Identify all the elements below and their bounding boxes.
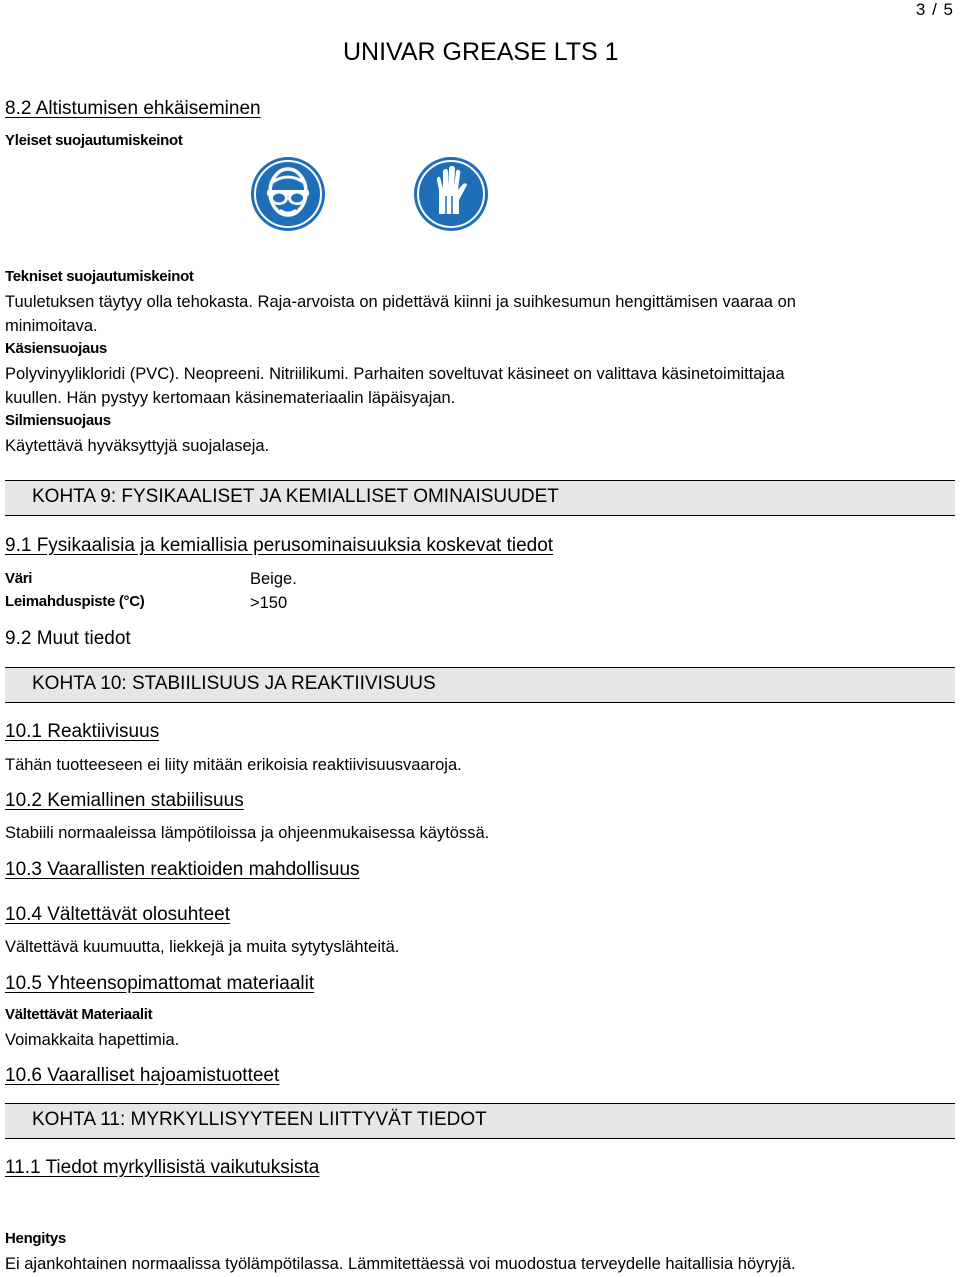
property-value-flash-point: >150 — [250, 594, 288, 612]
section-9-title: KOHTA 9: FYSIKAALISET JA KEMIALLISET OMINAISUUDET — [32, 486, 559, 507]
heading-9-1: 9.1 Fysikaalisia ja kemiallisia perusominaisuuksia koskevat tiedot — [5, 535, 554, 556]
section-11-title: KOHTA 11: MYRKYLLISYYTEEN LIITTYVÄT TIEDOT — [32, 1109, 487, 1130]
section-11-header — [5, 1103, 955, 1139]
heading-10-2: 10.2 Kemiallinen stabiilisuus — [5, 790, 244, 811]
heading-8-2: 8.2 Altistumisen ehkäiseminen — [5, 98, 261, 119]
technical-protection-label: Tekniset suojautumiskeinot — [5, 268, 194, 285]
section-10-header — [5, 667, 955, 703]
hand-protection-label: Käsiensuojaus — [5, 340, 107, 357]
heading-10-5: 10.5 Yhteensopimattomat materiaalit — [5, 973, 315, 994]
page-number: 3 / 5 — [915, 0, 954, 19]
property-label-color: Väri — [5, 570, 33, 587]
technical-text-line-1: Tuuletuksen täytyy olla tehokasta. Raja-arvoista on pidettävä kiinni ja suihkesumun hengittämisen vaaraa on — [5, 293, 796, 311]
heading-10-4: 10.4 Vältettävät olosuhteet — [5, 904, 230, 925]
face-shield-goggles-icon — [250, 156, 326, 232]
property-value-color: Beige. — [250, 570, 297, 588]
heading-10-1: 10.1 Reaktiivisuus — [5, 721, 160, 742]
heading-9-2: 9.2 Muut tiedot — [5, 628, 131, 649]
eye-text: Käytettävä hyväksyttyjä suojalaseja. — [5, 437, 270, 455]
protective-gloves-icon — [413, 156, 489, 232]
heading-10-6: 10.6 Vaaralliset hajoamistuotteet — [5, 1065, 280, 1086]
inhalation-label: Hengitys — [5, 1230, 66, 1247]
text-10-1: Tähän tuotteeseen ei liity mitään erikoisia reaktiivisuusvaaroja. — [5, 756, 462, 774]
materials-to-avoid-label: Vältettävät Materiaalit — [5, 1006, 153, 1023]
technical-text-line-2: minimoitava. — [5, 317, 98, 335]
text-10-4: Vältettävä kuumuutta, liekkejä ja muita sytytyslähteitä. — [5, 938, 400, 956]
eye-protection-label: Silmiensuojaus — [5, 412, 111, 429]
heading-11-1: 11.1 Tiedot myrkyllisistä vaikutuksista — [5, 1157, 320, 1178]
general-protection-label: Yleiset suojautumiskeinot — [5, 132, 183, 149]
text-10-2: Stabiili normaaleissa lämpötiloissa ja ohjeenmukaisessa käytössä. — [5, 824, 490, 842]
section-10-title: KOHTA 10: STABIILISUUS JA REAKTIIVISUUS — [32, 673, 436, 694]
property-label-flash-point: Leimahduspiste (°C) — [5, 593, 145, 610]
heading-10-3: 10.3 Vaarallisten reaktioiden mahdollisuus — [5, 859, 360, 880]
hand-text-line-2: kuullen. Hän pystyy kertomaan käsinemateriaalin läpäisyajan. — [5, 389, 456, 407]
inhalation-text: Ei ajankohtainen normaalissa työlämpötilassa. Lämmitettäessä voi muodostua terveydelle haitallisia höyryjä. — [5, 1255, 796, 1273]
hand-text-line-1: Polyvinyylikloridi (PVC). Neopreeni. Nitriilikumi. Parhaiten soveltuvat käsineet on valittava käsinetoimittajaa — [5, 365, 785, 383]
section-9-header — [5, 480, 955, 516]
text-10-5: Voimakkaita hapettimia. — [5, 1031, 180, 1049]
document-title: UNIVAR GREASE LTS 1 — [343, 38, 619, 66]
